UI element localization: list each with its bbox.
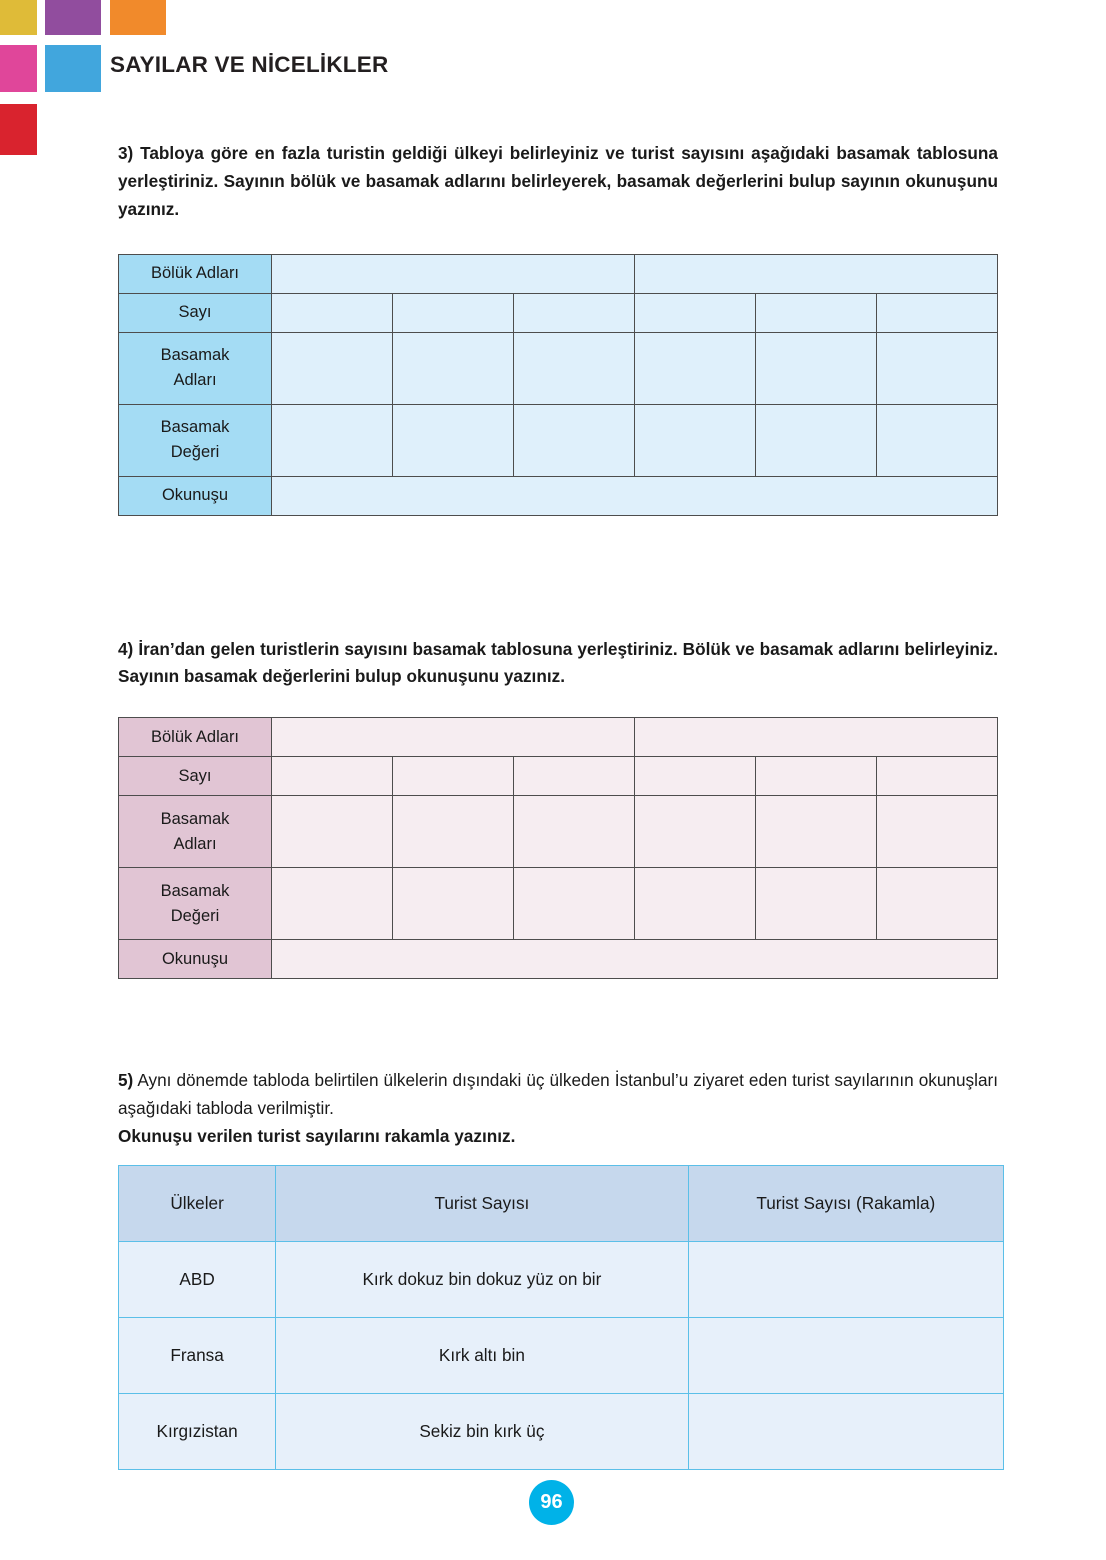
turist-sayisi-table [118, 1165, 1004, 1470]
row-label-boluk-adlari: Bölük Adları [119, 254, 272, 293]
cell-ulke: ABD [119, 1241, 276, 1317]
header-deco-square-purple [45, 0, 101, 35]
question-4-text: 4) İran’dan gelen turistlerin sayısını basamak tablosuna yerleştiriniz. Bölük ve basamak adlarını belirleyiniz. Sayının basamak değerlerini bulup okunuşunu yazınız. [118, 638, 998, 687]
digit-cell[interactable] [514, 796, 635, 868]
boluk-group-cell[interactable] [635, 718, 998, 757]
row-label-basamak-adlari [119, 796, 272, 868]
digit-cell[interactable] [756, 404, 877, 476]
column-header-turist-sayisi-rakamla: Turist Sayısı (Rakamla) [688, 1165, 1003, 1241]
digit-cell[interactable] [877, 868, 998, 940]
row-label-line-1: Basamak [160, 346, 230, 365]
cell-ulke: Fransa [119, 1317, 276, 1393]
header-deco-square-yellow [0, 0, 37, 35]
digit-cell[interactable] [272, 404, 393, 476]
digit-cell[interactable] [756, 293, 877, 332]
row-label-basamak-adlari [119, 332, 272, 404]
digit-cell[interactable] [756, 868, 877, 940]
digit-cell[interactable] [393, 332, 514, 404]
digit-cell[interactable] [514, 332, 635, 404]
boluk-group-cell[interactable] [635, 254, 998, 293]
digit-cell[interactable] [756, 757, 877, 796]
digit-cell[interactable] [272, 332, 393, 404]
question-5-text [118, 1067, 998, 1123]
row-label-basamak-degeri [119, 404, 272, 476]
digit-cell[interactable] [635, 404, 756, 476]
basamak-table-q3 [118, 254, 998, 516]
digit-cell[interactable] [635, 293, 756, 332]
page-number-badge: 96 [529, 1480, 574, 1525]
digit-cell[interactable] [514, 757, 635, 796]
page-content [118, 140, 998, 1470]
question-3-text: 3) Tabloya göre en fazla turistin geldiği ülkeyi belirleyiniz ve turist sayısını aşağıdaki basamak tablosuna yerleştiriniz. Sayının bölük ve basamak adlarını belirleyerek, basamak değerlerini bulup sayının okunuşunu yazınız. [118, 143, 998, 219]
boluk-group-cell[interactable] [272, 718, 635, 757]
row-label-line-1: Basamak [160, 882, 230, 901]
row-label-okunusu: Okunuşu [119, 940, 272, 979]
digit-cell[interactable] [514, 293, 635, 332]
digit-cell[interactable] [393, 293, 514, 332]
row-label-line-2: Adları [173, 834, 217, 853]
row-label-line-1: Basamak [160, 810, 230, 829]
digit-cell[interactable] [877, 757, 998, 796]
okunusu-cell[interactable] [272, 476, 998, 515]
header-deco-square-blue [45, 45, 101, 92]
row-label-sayi: Sayı [119, 293, 272, 332]
table-row [119, 332, 998, 404]
digit-cell[interactable] [877, 293, 998, 332]
row-label-basamak-degeri [119, 868, 272, 940]
boluk-group-cell[interactable] [272, 254, 635, 293]
table-row [119, 1317, 1004, 1393]
table-row [119, 476, 998, 515]
column-header-ulkeler: Ülkeler [119, 1165, 276, 1241]
column-header-turist-sayisi: Turist Sayısı [276, 1165, 688, 1241]
row-label-okunusu: Okunuşu [119, 476, 272, 515]
table-row [119, 868, 998, 940]
digit-cell[interactable] [635, 868, 756, 940]
okunusu-cell[interactable] [272, 940, 998, 979]
table-row [119, 940, 998, 979]
digit-cell[interactable] [877, 404, 998, 476]
cell-turist-sayisi: Kırk dokuz bin dokuz yüz on bir [276, 1241, 688, 1317]
digit-cell[interactable] [635, 796, 756, 868]
table-row [119, 1241, 1004, 1317]
digit-cell[interactable] [877, 332, 998, 404]
table-row [119, 796, 998, 868]
row-label-sayi: Sayı [119, 757, 272, 796]
question-5-number: 5) [118, 1070, 134, 1091]
table-header-row [119, 1165, 1004, 1241]
cell-rakamla-answer[interactable] [688, 1317, 1003, 1393]
digit-cell[interactable] [393, 796, 514, 868]
digit-cell[interactable] [272, 796, 393, 868]
digit-cell[interactable] [635, 757, 756, 796]
row-label-line-2: Değeri [170, 906, 220, 925]
row-label-line-2: Değeri [170, 443, 220, 462]
cell-turist-sayisi: Kırk altı bin [276, 1317, 688, 1393]
question-5-instruction: Okunuşu verilen turist sayılarını rakamla yazınız. [118, 1126, 516, 1147]
digit-cell[interactable] [272, 293, 393, 332]
digit-cell[interactable] [514, 868, 635, 940]
table-row [119, 757, 998, 796]
digit-cell[interactable] [393, 868, 514, 940]
table-row [119, 293, 998, 332]
header-deco-square-red [0, 104, 37, 155]
table-row [119, 718, 998, 757]
table-row [119, 1393, 1004, 1469]
page-title: SAYILAR VE NİCELİKLER [110, 52, 389, 77]
row-label-line-2: Adları [173, 371, 217, 390]
header-deco-square-orange [110, 0, 166, 35]
row-label-line-1: Basamak [160, 418, 230, 437]
digit-cell[interactable] [877, 796, 998, 868]
digit-cell[interactable] [756, 332, 877, 404]
digit-cell[interactable] [393, 757, 514, 796]
digit-cell[interactable] [635, 332, 756, 404]
header-deco-square-pink [0, 45, 37, 92]
cell-rakamla-answer[interactable] [688, 1393, 1003, 1469]
row-label-boluk-adlari: Bölük Adları [119, 718, 272, 757]
digit-cell[interactable] [272, 868, 393, 940]
basamak-table-q4 [118, 717, 998, 979]
digit-cell[interactable] [756, 796, 877, 868]
table-row [119, 404, 998, 476]
digit-cell[interactable] [272, 757, 393, 796]
digit-cell[interactable] [514, 404, 635, 476]
cell-rakamla-answer[interactable] [688, 1241, 1003, 1317]
digit-cell[interactable] [393, 404, 514, 476]
table-row [119, 254, 998, 293]
cell-turist-sayisi: Sekiz bin kırk üç [276, 1393, 688, 1469]
cell-ulke: Kırgızistan [119, 1393, 276, 1469]
question-5-body: Aynı dönemde tabloda belirtilen ülkelerin dışındaki üç ülkeden İstanbul’u ziyaret eden turist sayılarının okunuşları aşağıdaki tabloda verilmiştir. [118, 1070, 998, 1119]
